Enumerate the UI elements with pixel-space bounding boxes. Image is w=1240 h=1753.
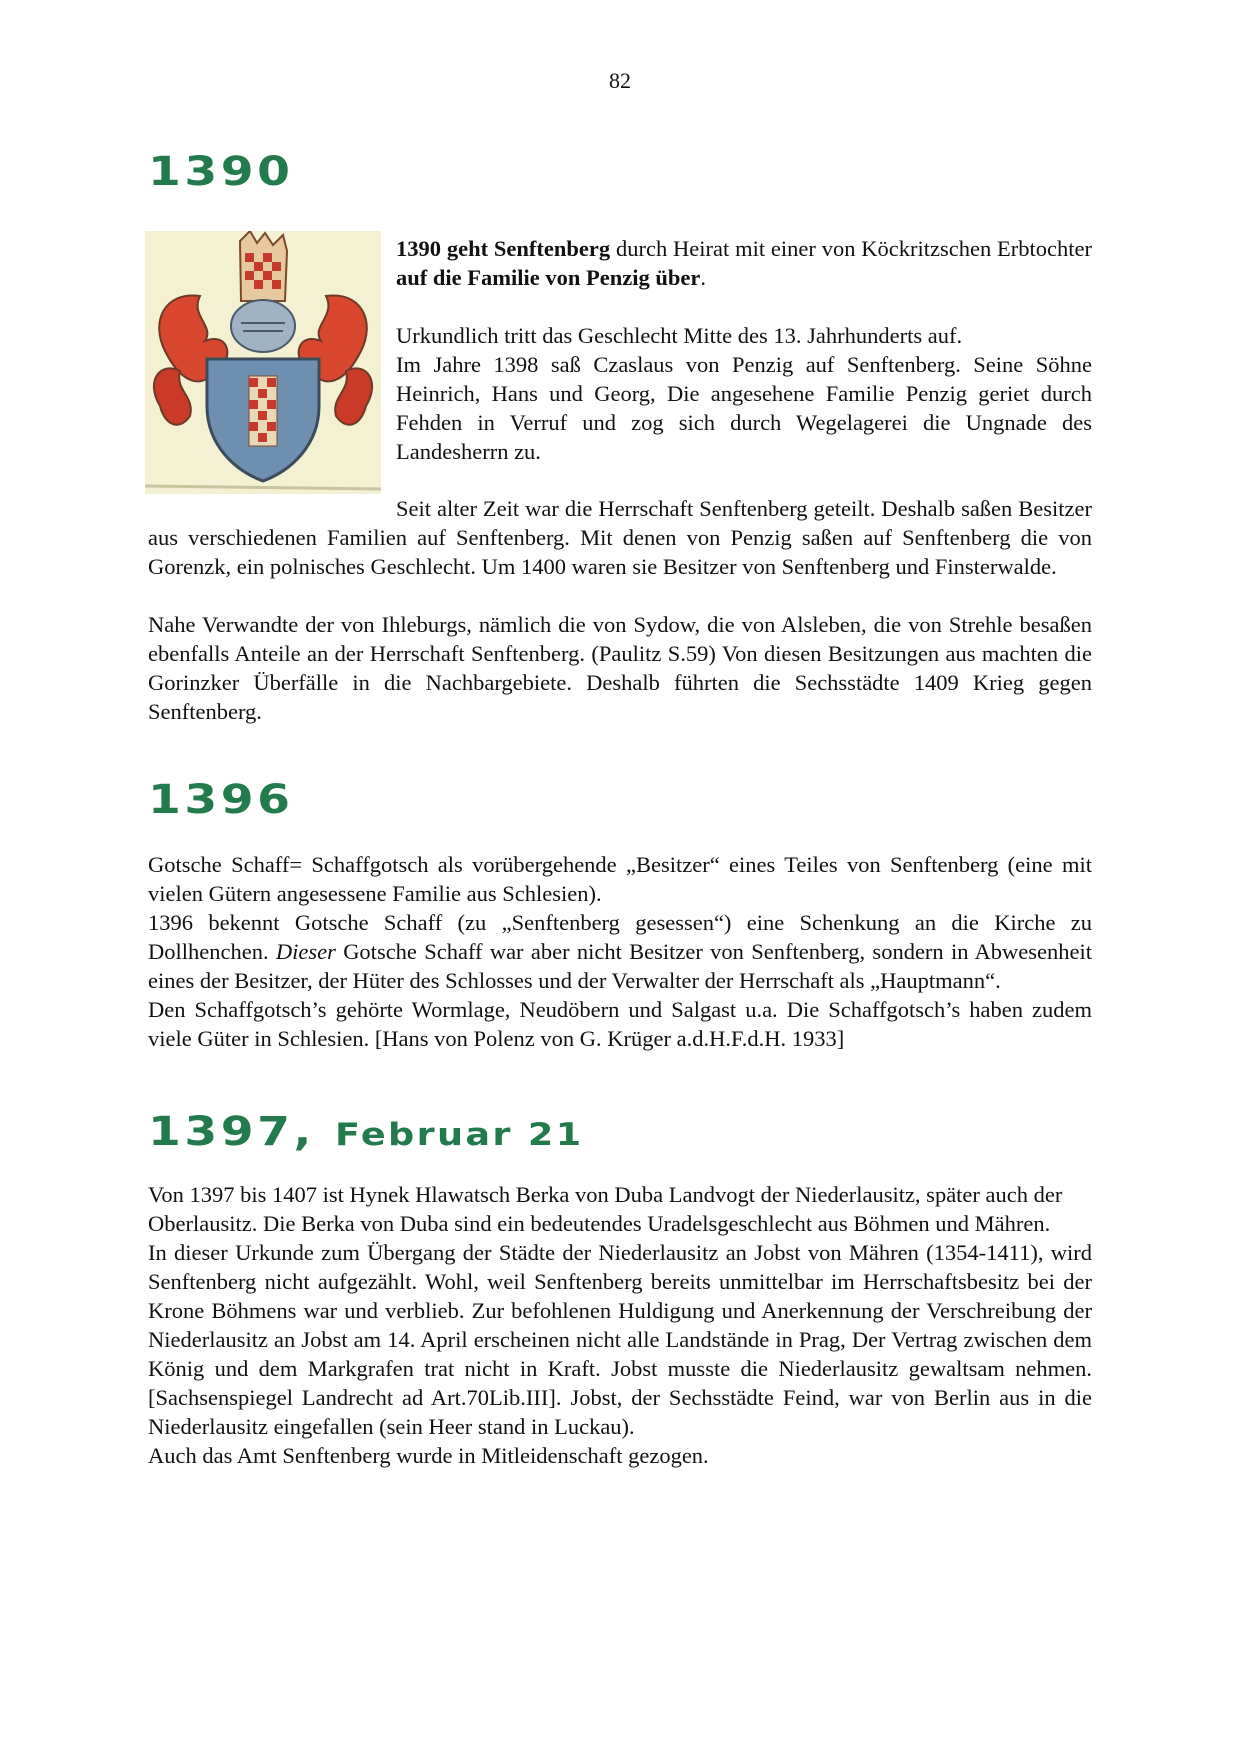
bold-text: auf die Familie von Penzig über: [396, 265, 701, 290]
text-span: 1396 bekennt Gotsche Schaff (zu „Senftenberg gesessen“) eine Schenkung an die Kirche zu Dollhenchen.: [148, 910, 1092, 964]
paragraph: Den Schaffgotsch’s gehörte Wormlage, Neudöbern und Salgast u.a. Die Schaffgotsch’s haben zudem viele Güter in Schlesien. [Hans von Polenz von G. Krüger a.d.H.F.d.H. 1933]: [148, 997, 1092, 1051]
text-span: Gotsche Schaff war aber nicht Besitzer von Senftenberg, sondern in Abwesenheit eines der Besitzer, der Hüter des Schlosses und der Verwalter der Herrschaft als „Hauptmann“.: [148, 939, 1092, 993]
coat-of-arms-image: [145, 231, 381, 494]
paragraph: Seit alter Zeit war die Herrschaft Senftenberg geteilt. Deshalb saßen Besitzer aus verschiedenen Familien auf Senftenberg. Mit denen von Penzig saßen auf Senftenberg die von Gorenzk, ein polnisches Geschlecht. Um 1400 waren sie Besitzer von Senftenberg und Finsterwalde.: [148, 496, 1092, 579]
heading-year: 1397,: [148, 1109, 316, 1155]
heading-date: Februar 21: [334, 1117, 584, 1153]
bold-text: 1390 geht Senftenberg: [396, 236, 611, 261]
heading-1390: 1390: [148, 149, 294, 195]
paragraph-intro: [396, 234, 1092, 292]
heading-1396: 1396: [148, 777, 294, 823]
page-number: 82: [609, 68, 631, 93]
paragraph: Urkundlich tritt das Geschlecht Mitte des 13. Jahrhunderts auf.: [396, 323, 963, 348]
paragraph: Von 1397 bis 1407 ist Hynek Hlawatsch Berka von Duba Landvogt der Niederlausitz, später auch der Oberlausitz. Die Berka von Duba sind ein bedeutendes Uradelsgeschlecht aus Böhmen und Mähren.: [148, 1182, 1063, 1236]
text-span: durch Heirat mit einer von Köckritzschen Erbtochter: [610, 236, 1092, 261]
paragraph: In dieser Urkunde zum Übergang der Städte der Niederlausitz an Jobst von Mähren (1354-1411), wird Senftenberg nicht aufgezählt. Wohl, weil Senftenberg bereits unmittelbar im Herrschaftsbesitz bei der Krone Böhmens war und verblieb. Zur befohlenen Huldigung und Anerkennung der Verschreibung der Niederlausitz an Jobst am 14. April erscheinen nicht alle Landstände in Prag, Der Vertrag zwischen dem König und dem Markgrafen trat nicht in Kraft. Jobst musste die Niederlausitz gewaltsam nehmen. [Sachsenspiegel Landrecht ad Art.70Lib.III]. Jobst, der Sechsstädte Feind, war von Berlin aus in die Niederlausitz eingefallen (sein Heer stand in Luckau).: [148, 1240, 1092, 1439]
section-1390-right-column: [396, 234, 1092, 466]
italic-text: Dieser: [275, 939, 336, 964]
paragraph: Gotsche Schaff= Schaffgotsch als vorübergehende „Besitzer“ eines Teiles von Senftenberg (eine mit vielen Gütern angesessene Familie aus Schlesien).: [148, 852, 1092, 906]
section-1390-body: [148, 494, 1092, 726]
coat-of-arms-icon: [145, 231, 381, 494]
paragraph: Auch das Amt Senftenberg wurde in Mitleidenschaft gezogen.: [148, 1443, 709, 1468]
section-1397-body: [148, 1180, 1092, 1470]
paragraph: Nahe Verwandte der von Ihleburgs, nämlich die von Sydow, die von Alsleben, die von Strehle besaßen ebenfalls Anteile an der Herrschaft Senftenberg. (Paulitz S.59) Von diesen Besitzungen aus machten die Gorinzker Überfälle in die Nachbargebiete. Deshalb führten die Sechsstädte 1409 Krieg gegen Senftenberg.: [148, 612, 1092, 724]
paragraph: Im Jahre 1398 saß Czaslaus von Penzig auf Senftenberg. Seine Söhne Heinrich, Hans und Georg, Die angesehene Familie Penzig geriet durch Fehden in Verruf und zog sich durch Wegelagerei die Ungnade des Landesherrn zu.: [396, 352, 1092, 464]
paragraph: [148, 908, 1092, 995]
heading-1397: [148, 1110, 584, 1157]
text-span: .: [700, 265, 706, 290]
section-1396-body: [148, 850, 1092, 1053]
